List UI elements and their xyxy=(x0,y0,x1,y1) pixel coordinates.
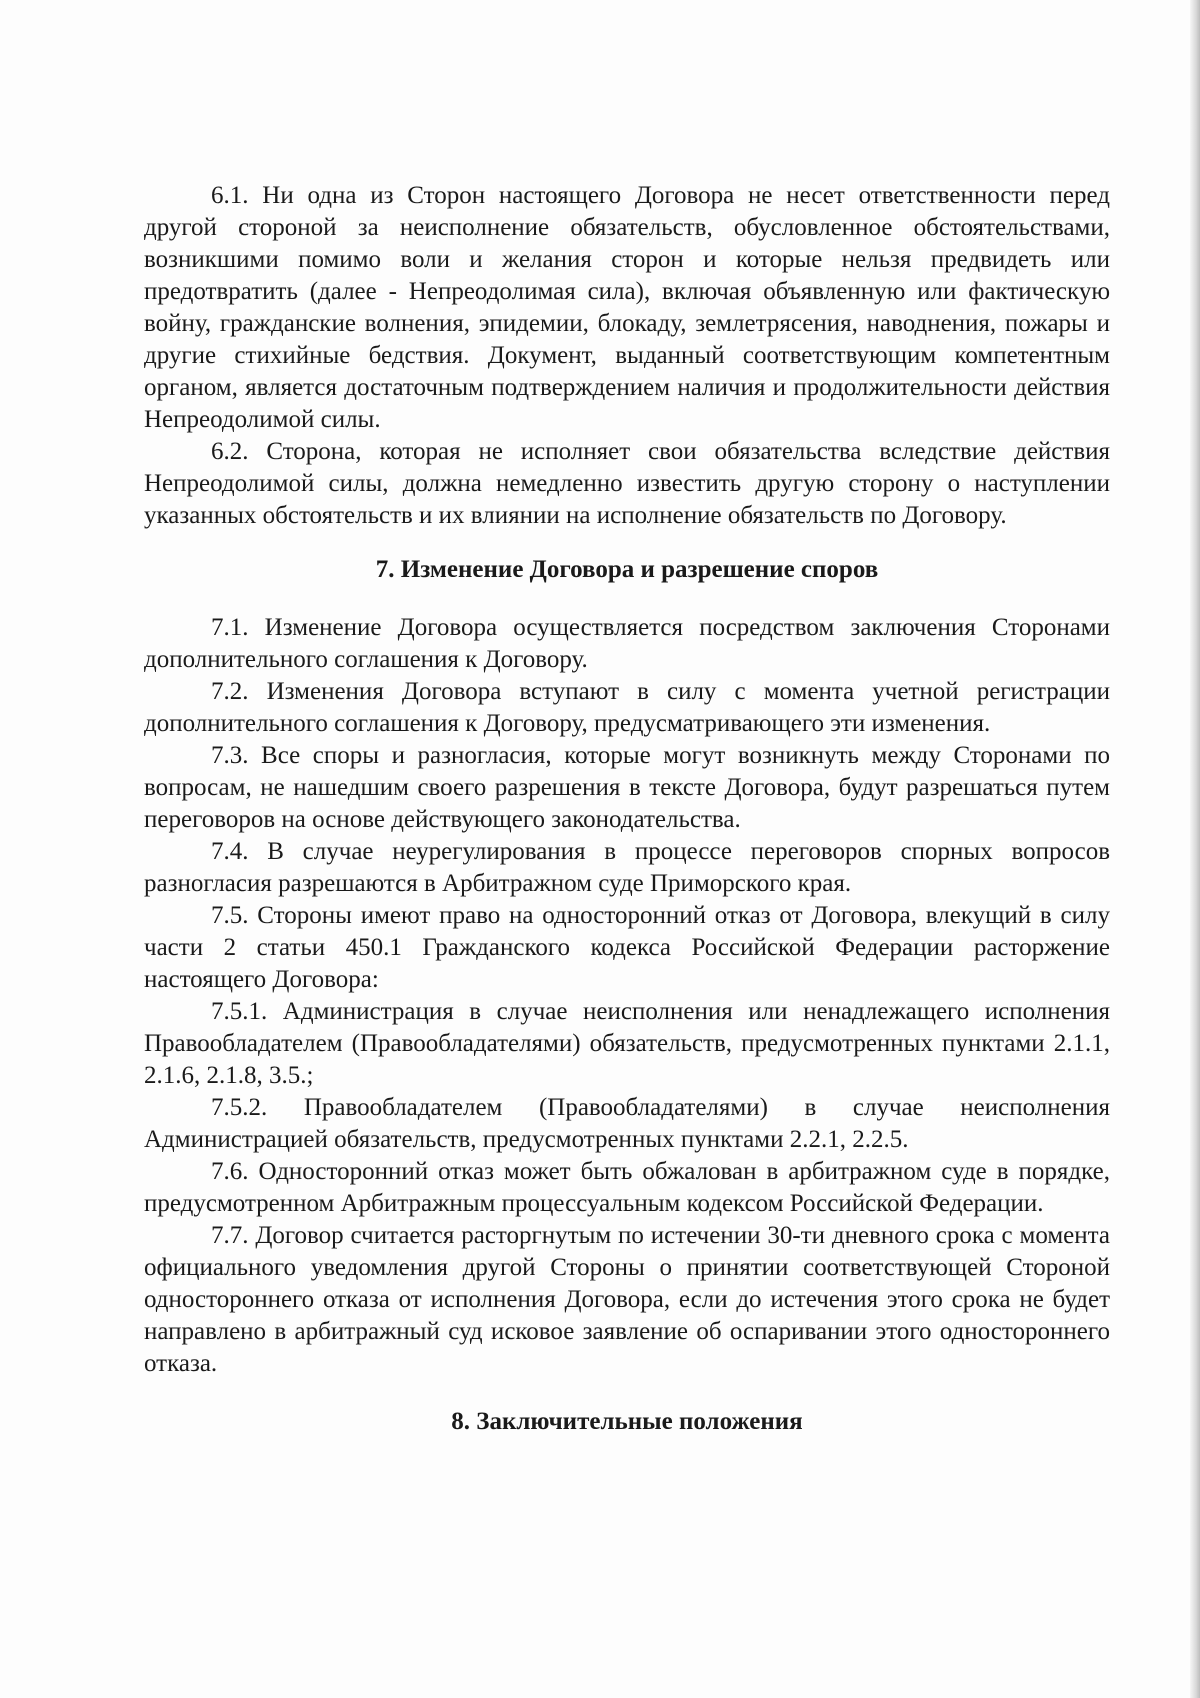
paragraph-6-1: 6.1. Ни одна из Сторон настоящего Договора не несет ответственности перед другой стороной за неисполнение обязательств, обусловленное обстоятельствами, возникшими помимо воли и желания сторон и которые нельзя предвидеть или предотвратить (далее - Непреодолимая сила), включая объявленную или фактическую войну, гражданские волнения, эпидемии, блокаду, землетрясения, наводнения, пожары и другие стихийные бедствия. Документ, выданный соответствующим компетентным органом, является достаточным подтверждением наличия и продолжительности действия Непреодолимой силы. xyxy=(144,182,1110,433)
paragraph-6-2: 6.2. Сторона, которая не исполняет свои обязательства вследствие действия Непреодолимой силы, должна немедленно известить другую сторону о наступлении указанных обстоятельств и их влиянии на исполнение обязательств по Договору. xyxy=(144,438,1110,529)
paragraph-7-1: 7.1. Изменение Договора осуществляется посредством заключения Сторонами дополнительного соглашения к Договору. xyxy=(144,614,1110,673)
paragraph-7-6: 7.6. Односторонний отказ может быть обжалован в арбитражном суде в порядке, предусмотренном Арбитражным процессуальным кодексом Российской Федерации. xyxy=(144,1158,1110,1217)
paragraph-7-5-2: 7.5.2. Правообладателем (Правообладателями) в случае неисполнения Администрацией обязательств, предусмотренных пунктами 2.2.1, 2.2.5. xyxy=(144,1094,1110,1153)
document-body xyxy=(144,180,1110,1438)
paragraph-7-5: 7.5. Стороны имеют право на односторонний отказ от Договора, влекущий в силу части 2 статьи 450.1 Гражданского кодекса Российской Федерации расторжение настоящего Договора: xyxy=(144,902,1110,993)
paragraph-7-7: 7.7. Договор считается расторгнутым по истечении 30-ти дневного срока с момента официального уведомления другой Стороны о принятии соответствующей Стороной одностороннего отказа от исполнения Договора, если до истечения этого срока не будет направлено в арбитражный суд исковое заявление об оспаривании этого одностороннего отказа. xyxy=(144,1222,1110,1377)
paragraph-7-3: 7.3. Все споры и разногласия, которые могут возникнуть между Сторонами по вопросам, не нашедшим своего разрешения в тексте Договора, будут разрешаться путем переговоров на основе действующего законодательства. xyxy=(144,742,1110,833)
paragraph-7-2: 7.2. Изменения Договора вступают в силу с момента учетной регистрации дополнительного соглашения к Договору, предусматривающего эти изменения. xyxy=(144,678,1110,737)
page-edge-shadow xyxy=(1190,0,1200,1698)
paragraph-7-4: 7.4. В случае неурегулирования в процессе переговоров спорных вопросов разногласия разрешаются в Арбитражном суде Приморского края. xyxy=(144,838,1110,897)
section-8-heading: 8. Заключительные положения xyxy=(451,1408,803,1435)
paragraph-7-5-1: 7.5.1. Администрация в случае неисполнения или ненадлежащего исполнения Правообладателем (Правообладателями) обязательств, предусмотренных пунктами 2.1.1, 2.1.6, 2.1.8, 3.5.; xyxy=(144,998,1110,1089)
section-7-heading: 7. Изменение Договора и разрешение споров xyxy=(375,556,879,583)
